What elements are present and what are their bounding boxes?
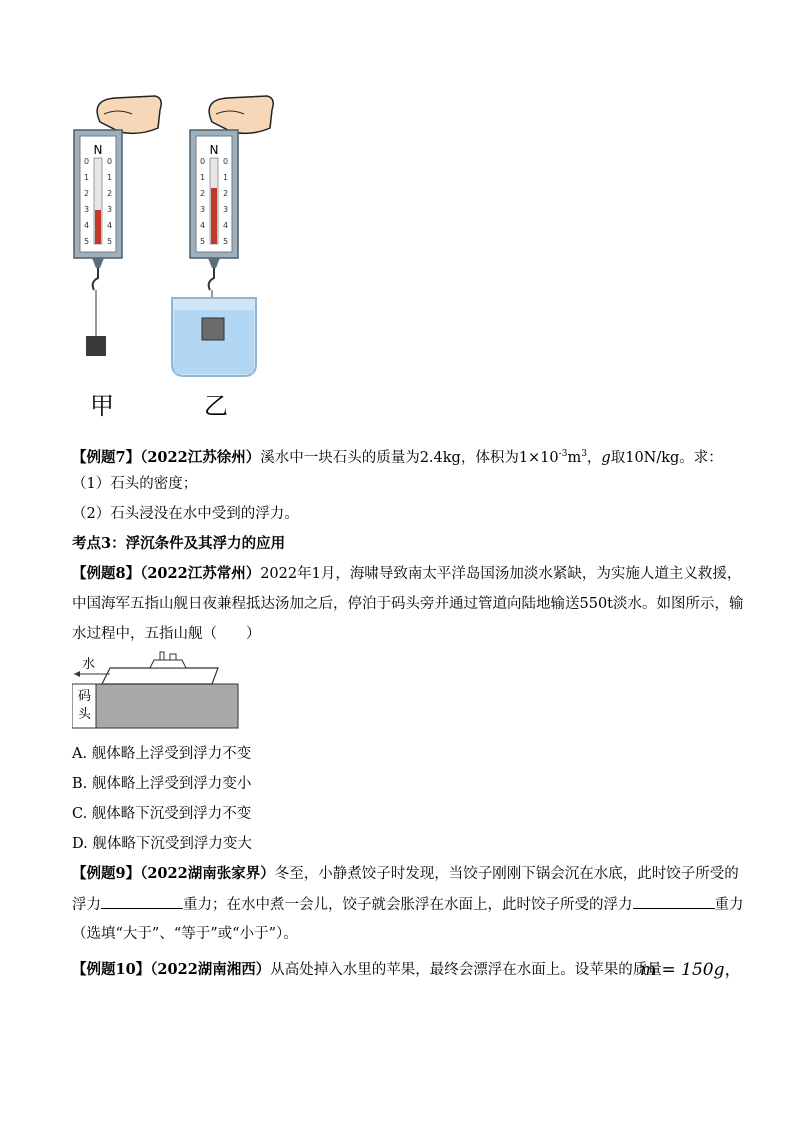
figure-label-b: 乙 bbox=[204, 392, 228, 420]
tick-b-1: 1 bbox=[200, 173, 206, 182]
tick-a-r2: 2 bbox=[107, 189, 113, 198]
ex7-q2: （2）石头浸没在水中受到的浮力。 bbox=[72, 506, 299, 522]
ex8-line1 bbox=[72, 564, 741, 584]
ex9-line2 bbox=[72, 894, 744, 915]
ex9-text2c: 重力 bbox=[714, 897, 744, 913]
figure-label-a: 甲 bbox=[90, 392, 114, 420]
ex9-blank-1 bbox=[101, 894, 183, 909]
ex7-g: g bbox=[601, 449, 611, 466]
ship-dock-figure bbox=[72, 650, 242, 730]
tick-b-3: 3 bbox=[200, 205, 206, 214]
tick-b-r2: 2 bbox=[223, 189, 229, 198]
ex9-text2b: 重力；在水中煮一会儿，饺子就会胀浮在水面上，此时饺子所受的浮力 bbox=[183, 897, 633, 913]
tick-a-r0: 0 bbox=[107, 157, 113, 166]
tick-b-r4: 4 bbox=[223, 221, 229, 230]
tick-b-5: 5 bbox=[200, 237, 206, 246]
tick-a-3: 3 bbox=[84, 205, 90, 214]
ex7-source: （2022江苏徐州） bbox=[140, 448, 261, 466]
tick-a-0: 0 bbox=[84, 157, 90, 166]
tick-a-1: 1 bbox=[84, 173, 90, 182]
ex9-tag: 【例题9】 bbox=[72, 865, 141, 882]
tick-b-2: 2 bbox=[200, 189, 206, 198]
tick-a-2: 2 bbox=[84, 189, 90, 198]
spring-scale-a bbox=[74, 96, 161, 356]
ex9-line1 bbox=[72, 864, 739, 884]
tick-b-r5: 5 bbox=[223, 237, 229, 246]
fig-dock-label-2: 头 bbox=[78, 707, 92, 722]
ex9-line3: （选填“大于”、“等于”或“小于”）。 bbox=[72, 926, 298, 942]
tick-a-r4: 4 bbox=[107, 221, 113, 230]
tick-b-r0: 0 bbox=[223, 157, 229, 166]
ex7-unit: m bbox=[567, 449, 582, 466]
ex8-source: （2022江苏常州） bbox=[140, 565, 261, 582]
tick-b-r1: 1 bbox=[223, 173, 229, 182]
ex10-line1 bbox=[72, 960, 662, 980]
ex7-q1: （1）石头的密度； bbox=[72, 476, 198, 492]
scale-unit-a: N bbox=[93, 143, 103, 157]
ex9-text1: 冬至，小静煮饺子时发现，当饺子刚刚下锅会沉在水底，此时饺子所受的 bbox=[274, 866, 739, 882]
ex8-line3: 水过程中，五指山舰（ ） bbox=[72, 626, 261, 642]
ex8-option-c: C. 舰体略下沉受到浮力不变 bbox=[72, 806, 252, 822]
tick-b-4: 4 bbox=[200, 221, 206, 230]
tick-a-4: 4 bbox=[84, 221, 90, 230]
ex10-comma: ， bbox=[724, 960, 742, 980]
ex9-source: （2022湖南张家界） bbox=[140, 865, 275, 882]
spring-scale-b bbox=[172, 96, 273, 376]
ex10-formula-text: m = 150g bbox=[640, 960, 725, 980]
ex8-tag: 【例题8】 bbox=[72, 565, 141, 582]
ex9-blank-2 bbox=[633, 894, 715, 909]
ex8-option-d: D. 舰体略下沉受到浮力变大 bbox=[72, 836, 252, 852]
fig-water-label: 水 bbox=[82, 657, 96, 672]
ex10-tag: 【例题10】 bbox=[72, 961, 151, 978]
ex7-text-b: ， bbox=[586, 449, 602, 466]
tick-b-r3: 3 bbox=[223, 205, 229, 214]
ex7-exp: -3 bbox=[558, 449, 568, 459]
tick-a-r3: 3 bbox=[107, 205, 113, 214]
ex8-text1: 2022年1月，海啸导致南太平洋岛国汤加淡水紧缺，为实施人道主义救援， bbox=[260, 566, 742, 582]
ex10-text1: 从高处掉入水里的苹果，最终会漂浮在水面上。设苹果的质量 bbox=[270, 962, 662, 978]
ex7-text-c: 取10N/kg。求： bbox=[610, 449, 723, 466]
ex7-text: 溪水中一块石头的质量为2.4kg，体积为1×10 bbox=[260, 449, 559, 466]
scale-unit-b: N bbox=[209, 143, 219, 157]
ex7-line1 bbox=[72, 444, 723, 468]
section-heading-3: 考点3：浮沉条件及其浮力的应用 bbox=[72, 535, 286, 552]
spring-scale-figure bbox=[60, 92, 300, 432]
ex8-line2: 中国海军五指山舰日夜兼程抵达汤加之后，停泊于码头旁并通过管道向陆地输送550t淡水。如图所示，输 bbox=[72, 596, 744, 612]
ex10-formula bbox=[640, 955, 742, 980]
ex8-option-b: B. 舰体略上浮受到浮力变小 bbox=[72, 776, 252, 792]
ex7-unit-exp: 3 bbox=[581, 449, 587, 459]
fig-dock-label-1: 码 bbox=[78, 689, 92, 704]
ex9-text2a: 浮力 bbox=[72, 897, 101, 913]
tick-a-r5: 5 bbox=[107, 237, 113, 246]
ex7-tag: 【例题7】 bbox=[72, 448, 141, 466]
tick-a-r1: 1 bbox=[107, 173, 113, 182]
ex8-option-a: A. 舰体略上浮受到浮力不变 bbox=[72, 746, 252, 762]
ex10-source: （2022湖南湘西） bbox=[150, 961, 271, 978]
tick-b-0: 0 bbox=[200, 157, 206, 166]
tick-a-5: 5 bbox=[84, 237, 90, 246]
